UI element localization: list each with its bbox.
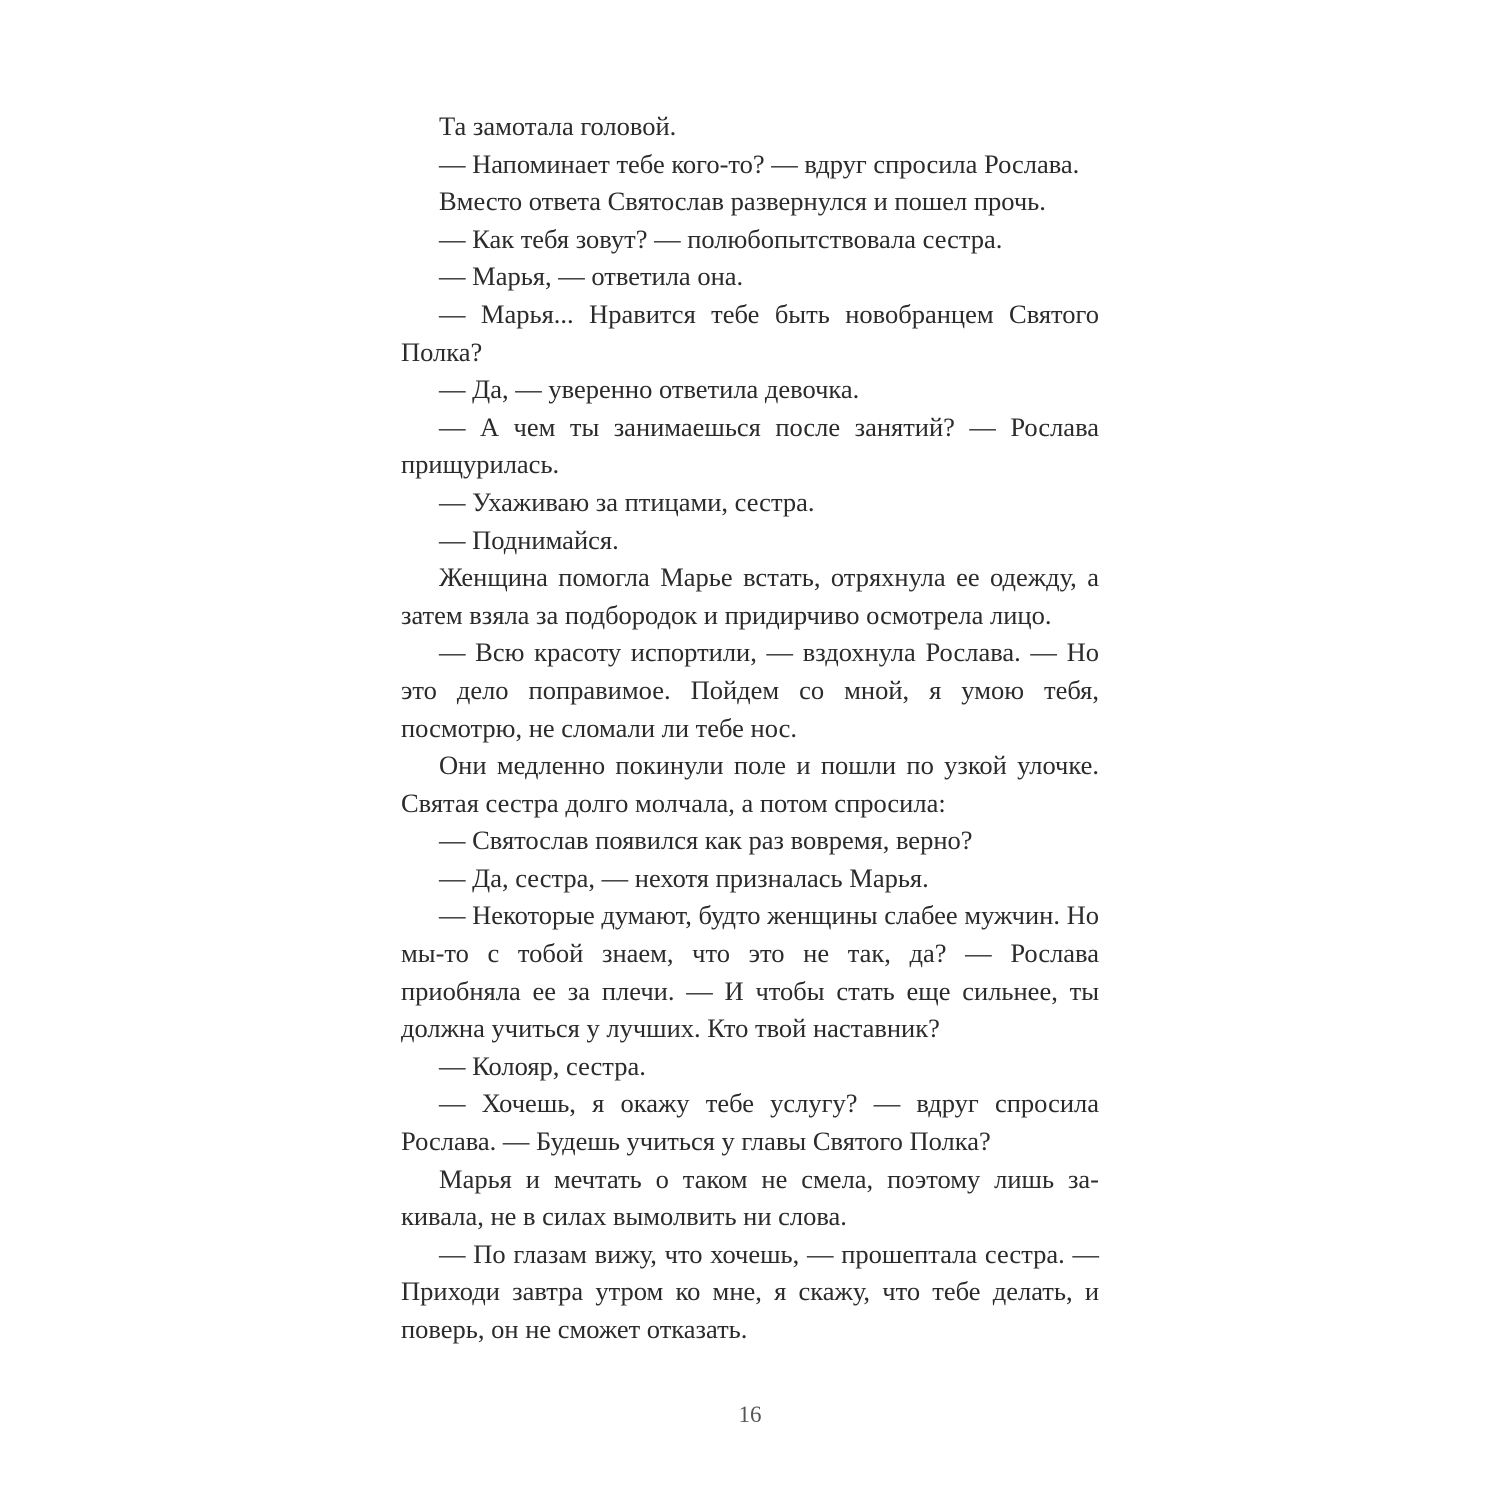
paragraph: — Ухаживаю за птицами, сестра.: [439, 486, 815, 517]
paragraph: Та замотала головой.: [439, 111, 677, 141]
paragraph: — Некоторые думают, будто женщины слабее мужчин. Но мы-то с тобой знаем, что это не так, да? — Рослава приобняла ее за плечи. — И чтобы стать еще сильнее, ты должна учиться у лучших. Кто твой наставник?: [401, 900, 1099, 1044]
paragraph: — Хочешь, я окажу тебе услугу? — вдруг спросила Рослава. — Будешь учиться у главы Святого Полка?: [401, 1088, 1099, 1157]
paragraph: — Марья, — ответила она.: [439, 261, 744, 292]
paragraph: — Всю красоту испортили, — вздохнула Рослава. — Но это дело поправимое. Пойдем со мной, я умою тебя, посмотрю, не сломали ли тебе нос.: [401, 637, 1099, 743]
paragraph: — Святослав появился как раз вовремя, верно?: [439, 825, 973, 856]
paragraph: Вместо ответа Святослав развернулся и пошел прочь.: [439, 186, 1046, 217]
paragraph: Они медленно покинули поле и пошли по узкой улочке. Святая сестра долго молчала, а потом спросила:: [401, 750, 1099, 818]
body-text: [401, 108, 1099, 1349]
paragraph: — Да, — уверенно ответила девочка.: [439, 374, 860, 405]
paragraph: Марья и мечтать о таком не смела, поэтому лишь закивала, не в силах вымолвить ни слова.: [401, 1163, 1099, 1232]
paragraph: Женщина помогла Марье встать, отряхнула ее одежду, а затем взяла за подбородок и придирчиво осмотрела лицо.: [401, 562, 1099, 630]
paragraph: — Колояр, сестра.: [439, 1050, 646, 1081]
paragraph: — Напоминает тебе кого-то? — вдруг спросила Рослава.: [439, 148, 1080, 179]
paragraph: — Поднимайся.: [439, 524, 619, 555]
paragraph: — А чем ты занимаешься после занятий? — Рослава прищурилась.: [401, 411, 1099, 480]
paragraph: — Марья... Нравится тебе быть новобранцем Святого Полка?: [401, 298, 1099, 367]
paragraph: — Как тебя зовут? — полюбопытствовала сестра.: [439, 223, 1003, 254]
page-number: 16: [738, 1402, 762, 1427]
paragraph: — По глазам вижу, что хочешь, — прошептала сестра. — Приходи завтра утром ко мне, я скажу, что тебе делать, и поверь, он не сможет отказать.: [401, 1238, 1099, 1344]
paragraph: — Да, сестра, — нехотя призналась Марья.: [439, 862, 929, 893]
